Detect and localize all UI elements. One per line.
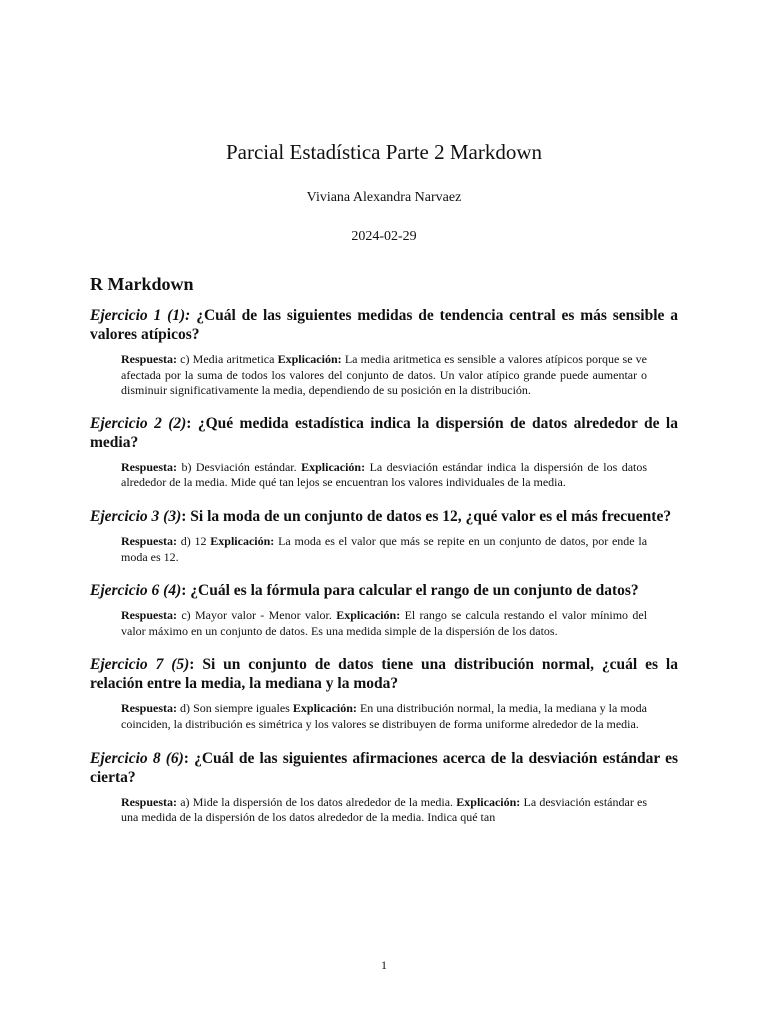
exercise-label: Ejercicio 3 (3)	[90, 507, 182, 525]
exercise-heading	[90, 655, 678, 693]
exercise-heading	[90, 507, 678, 526]
explanation-label: Explicación:	[301, 459, 366, 474]
exercise-heading	[90, 414, 678, 452]
explanation-label: Explicación:	[456, 794, 521, 809]
explanation-label: Explicación:	[292, 701, 357, 716]
exercise-3	[90, 507, 678, 565]
exercise-label: Ejercicio 8 (6)	[90, 749, 184, 767]
exercise-question: : ¿Cuál es la fórmula para calcular el rango de un conjunto de datos?	[181, 582, 639, 600]
exercise-question: ¿Cuál de las siguientes medidas de tendencia central es más sensible a valores atípicos?	[90, 307, 679, 343]
explanation-text: La desviación estándar indica la dispersión de los datos alrededor de la media. Mide qué tan lejos se encuentran los valores individuales de la media.	[121, 459, 648, 490]
exercise-answer-block	[121, 352, 647, 399]
page-number: 1	[381, 958, 387, 972]
answer-label: Respuesta:	[121, 701, 177, 716]
document-author: Viviana Alexandra Narvaez	[306, 190, 462, 205]
exercise-heading	[90, 749, 678, 787]
explanation-label: Explicación:	[277, 352, 342, 366]
exercise-answer-block	[121, 795, 647, 826]
answer-label: Respuesta:	[121, 459, 177, 474]
exercise-question: : Si un conjunto de datos tiene una distribución normal, ¿cuál es la relación entre la media, la mediana y la moda?	[90, 656, 678, 693]
exercise-heading	[90, 581, 678, 600]
document-title: Parcial Estadística Parte 2 Markdown	[225, 140, 543, 164]
exercise-label: Ejercicio 7 (5)	[90, 656, 190, 674]
exercise-label: Ejercicio 6 (4)	[90, 582, 182, 600]
section-heading: R Markdown	[90, 274, 194, 294]
answer-label: Respuesta:	[121, 794, 177, 809]
answer-label: Respuesta:	[121, 352, 177, 366]
exercise-question: : ¿Qué medida estadística indica la dispersión de datos alrededor de la media?	[90, 414, 678, 451]
explanation-text: La moda es el valor que más se repite en un conjunto de datos, por ende la moda es 12.	[121, 533, 648, 564]
explanation-text: El rango se calcula restando el valor mínimo del valor máximo en un conjunto de datos. Es una medida simple de la dispersión de los datos.	[121, 608, 648, 638]
answer-text: b) Desviación estándar.	[181, 459, 297, 474]
answer-text: a) Mide la dispersión de los datos alrededor de la media.	[180, 794, 454, 809]
exercise-question: : Si la moda de un conjunto de datos es 12, ¿qué valor es el más frecuente?	[181, 507, 672, 525]
exercise-1	[90, 306, 678, 399]
answer-label: Respuesta:	[121, 608, 177, 623]
explanation-text: La media aritmetica es sensible a valores atípicos porque se ve afectada por la suma de todos los valores del conjunto de datos. Un valor atípico grande puede aumentar o disminuir significativamente la media, dependiendo de su posición en la distribución.	[121, 352, 648, 398]
exercise-label: Ejercicio 2 (2)	[90, 414, 187, 432]
explanation-text: En una distribución normal, la media, la mediana y la moda coinciden, la distribución es simétrica y los valores se distribuyen de forma uniforme alrededor de la media.	[121, 701, 647, 731]
exercise-2	[90, 414, 678, 491]
answer-text: d) 12	[180, 533, 207, 548]
exercise-answer-block	[121, 701, 647, 732]
exercise-6	[90, 749, 678, 826]
answer-text: c) Media aritmetica	[180, 352, 275, 366]
exercise-4	[90, 581, 678, 639]
exercise-label: Ejercicio 1 (1):	[90, 307, 191, 324]
exercise-list	[90, 306, 678, 826]
answer-label: Respuesta:	[121, 533, 177, 548]
explanation-label: Explicación:	[210, 533, 275, 548]
explanation-label: Explicación:	[336, 608, 401, 623]
explanation-text: La desviación estándar es una medida de la dispersión de los datos alrededor de la media. Indica qué tan	[121, 794, 648, 825]
document-date: 2024-02-29	[351, 229, 417, 244]
exercise-answer-block	[121, 608, 647, 639]
exercise-5	[90, 655, 678, 732]
answer-text: d) Son siempre iguales	[180, 701, 290, 716]
exercise-heading	[90, 306, 678, 344]
exercise-answer-block	[121, 460, 647, 491]
exercise-answer-block	[121, 534, 647, 565]
answer-text: c) Mayor valor - Menor valor.	[181, 608, 332, 623]
exercise-question: : ¿Cuál de las siguientes afirmaciones acerca de la desviación estándar es cierta?	[90, 749, 678, 786]
